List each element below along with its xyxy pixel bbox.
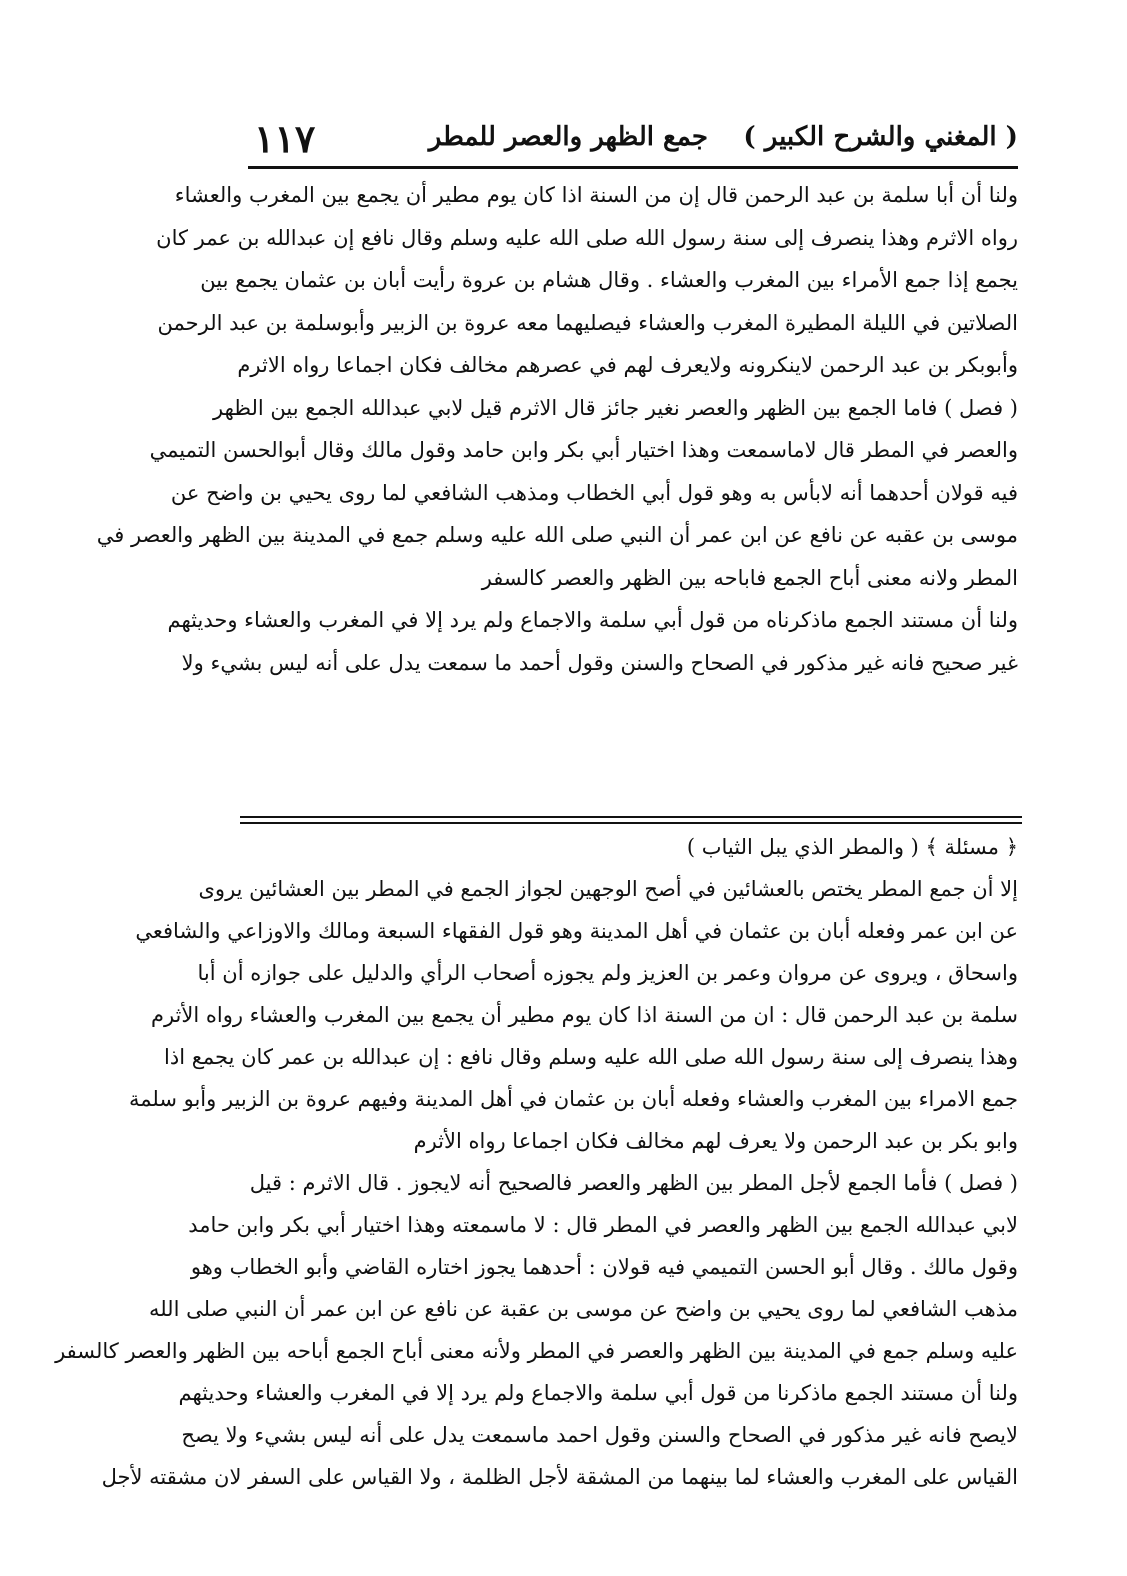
text-line: سلمة بن عبد الرحمن قال : ان من السنة اذا كان يوم مطير أن يجمع بين المغرب والعشاء رواه الأثرم xyxy=(150,1003,1018,1027)
text-line: واسحاق ، ويروى عن مروان وعمر بن العزيز ولم يجوزه أصحاب الرأي والدليل على جوازه أن أبا xyxy=(197,961,1018,985)
text-line: الصلاتين في الليلة المطيرة المغرب والعشاء فيصليهما معه عروة بن الزبير وأبوسلمة بن عبد الرحمن xyxy=(157,310,1018,335)
text-line: لايصح فانه غير مذكور في الصحاح والسنن وقول احمد ماسمعت يدل على أنه ليس بشيء ولا يصح xyxy=(181,1423,1018,1447)
page-header xyxy=(248,118,1018,164)
upper-text-block xyxy=(96,174,1018,684)
text-line: مذهب الشافعي لما روى يحيي بن واضح عن موسى بن عقبة عن نافع عن ابن عمر أن النبي صلى الله xyxy=(148,1297,1018,1321)
text-line: جمع الامراء بين المغرب والعشاء وفعله أبان بن عثمان في أهل المدينة وفيهم عروة بن الزبير وأبو سلمة xyxy=(128,1087,1018,1111)
text-line: وقول مالك . وقال أبو الحسن التميمي فيه قولان : أحدهما يجوز اختاره القاضي وأبو الخطاب وهو xyxy=(190,1255,1018,1279)
section-divider xyxy=(240,822,1022,824)
text-line: فيه قولان أحدهما أنه لابأس به وهو قول أبي الخطاب ومذهب الشافعي لما روى يحيي بن واضح عن xyxy=(170,480,1018,505)
text-line: عليه وسلم جمع في المدينة بين الظهر والعصر في المطر ولأنه معنى أباح الجمع أباحه بين الظهر والعصر كالسفر xyxy=(55,1339,1018,1363)
text-line: يجمع إذا جمع الأمراء بين المغرب والعشاء . وقال هشام بن عروة رأيت أبان بن عثمان يجمع بين xyxy=(200,268,1018,292)
page-number: ١١٧ xyxy=(254,116,316,161)
section-divider xyxy=(240,816,1022,818)
text-line: لابي عبدالله الجمع بين الظهر والعصر في المطر قال : لا ماسمعته وهذا اختيار أبي بكر وابن حامد xyxy=(188,1213,1018,1237)
text-line: المطر ولانه معنى أباح الجمع فاباحه بين الظهر والعصر كالسفر xyxy=(481,565,1018,590)
text-line: عن ابن عمر وفعله أبان بن عثمان في أهل المدينة وهو قول الفقهاء السبعة ومالك والاوزاعي والشافعي xyxy=(135,919,1018,943)
text-line: إلا أن جمع المطر يختص بالعشائين في أصح الوجهين لجواز الجمع في المطر بين العشائين يروى xyxy=(198,877,1018,901)
text-line: وأبوبكر بن عبد الرحمن لاينكرونه ولايعرف لهم في عصرهم مخالف فكان اجماعا رواه الاثرم xyxy=(237,353,1018,377)
text-line: ( فصل ) فاما الجمع بين الظهر والعصر نغير جائز قال الاثرم قيل لابي عبدالله الجمع بين الظهر xyxy=(213,395,1018,420)
text-line: غير صحيح فانه غير مذكور في الصحاح والسنن وقول أحمد ما سمعت يدل على أنه ليس بشيء ولا xyxy=(181,650,1018,675)
text-line: رواه الاثرم وهذا ينصرف إلى سنة رسول الله صلى الله عليه وسلم وقال نافع إن عبدالله بن عمر كان xyxy=(156,225,1018,250)
text-line: وابو بكر بن عبد الرحمن ولا يعرف لهم مخالف فكان اجماعا رواه الأثرم xyxy=(413,1129,1018,1153)
text-line: ولنا أن مستند الجمع ماذكرنا من قول أبي سلمة والاجماع ولم يرد إلا في المغرب والعشاء وحديثهم xyxy=(178,1381,1018,1405)
chapter-title: جمع الظهر والعصر للمطر xyxy=(428,122,708,152)
lower-text-block xyxy=(55,826,1018,1498)
header-rule xyxy=(248,166,1018,169)
text-line: موسى بن عقبه عن نافع عن ابن عمر أن النبي صلى الله عليه وسلم جمع في المدينة بين الظهر والعصر في xyxy=(96,523,1018,547)
text-line: القياس على المغرب والعشاء لما بينهما من المشقة لأجل الظلمة ، ولا القياس على السفر لان مشقته لأجل xyxy=(101,1465,1018,1489)
text-line: وهذا ينصرف إلى سنة رسول الله صلى الله عليه وسلم وقال نافع : إن عبدالله بن عمر كان يجمع اذا xyxy=(164,1045,1018,1069)
text-line: والعصر في المطر قال لاماسمعت وهذا اختيار أبي بكر وابن حامد وقول مالك وقال أبوالحسن التميمي xyxy=(149,438,1018,462)
text-line: ( فصل ) فأما الجمع لأجل المطر بين الظهر والعصر فالصحيح أنه لايجوز . قال الاثرم : قيل xyxy=(249,1171,1018,1195)
text-line: ولنا أن مستند الجمع ماذكرناه من قول أبي سلمة والاجماع ولم يرد إلا في المغرب والعشاء وحديثهم xyxy=(167,608,1018,632)
masala-heading: ﴿ مسئلة ﴾ ( والمطر الذي يبل الثياب ) xyxy=(686,835,1018,859)
text-line: ولنا أن أبا سلمة بن عبد الرحمن قال إن من السنة اذا كان يوم مطير أن يجمع بين المغرب والعشاء xyxy=(174,183,1018,207)
book-title: ( المغني والشرح الكبير ) xyxy=(743,122,1018,152)
